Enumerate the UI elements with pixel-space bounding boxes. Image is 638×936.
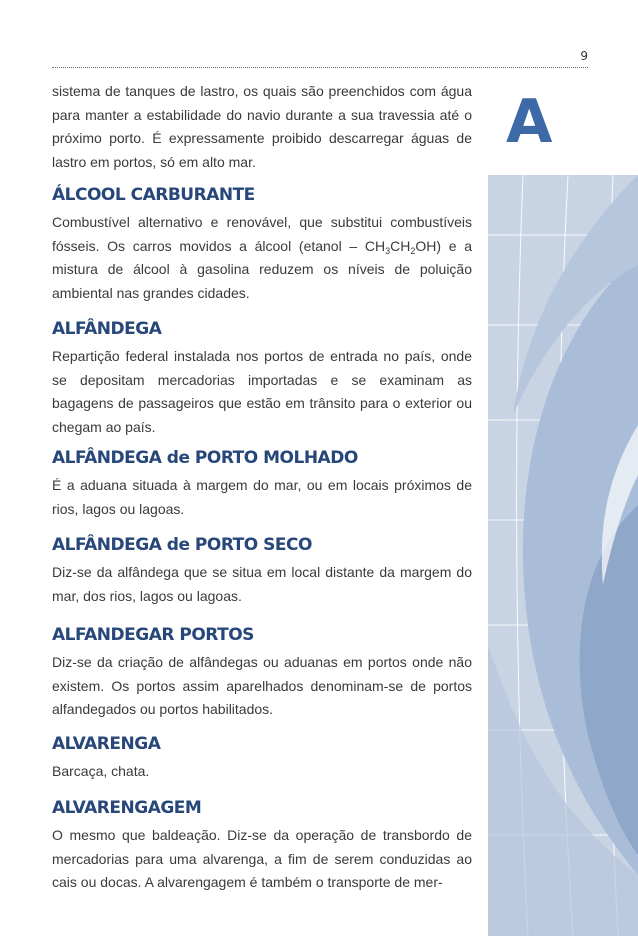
entry-alvarenga: [52, 734, 472, 784]
entry-body: Combustível alternativo e renovável, que substitui combustíveis fósseis. Os carros movidos a álcool (etanol – $CH_3CH_2OH$) e a mistura de álcool à gasolina reduzem os níveis de poluição ambiental nas grandes cidades.: [52, 214, 472, 301]
entry-body: Diz-se da criação de alfândegas ou aduanas em portos onde não existem. Os portos assim aparelhados denominam-se de portos alfandegados ou portos habilitados.: [52, 654, 472, 717]
header-dotted-rule: [52, 67, 588, 68]
globe-graphic: [488, 175, 638, 936]
entry-body: Repartição federal instalada nos portos de entrada no país, onde se depositam mercadorias importadas e se examinam as bagagens de passageiros que estão em trânsito para o exterior ou chegam ao país.: [52, 348, 472, 435]
entry-body: Diz-se da alfândega que se situa em local distante da margem do mar, dos rios, lagos ou lagoas.: [52, 564, 472, 604]
intro-paragraph: sistema de tanques de lastro, os quais são preenchidos com água para manter a estabilidade do navio durante a sua travessia até o próximo porto. É expressamente proibido descarregar águas de lastro em portos, só em alto mar.: [52, 83, 472, 170]
entry-alfandegar-portos: [52, 625, 472, 722]
entry-title: ALVARENGA: [52, 734, 161, 754]
entry-title: ALFANDEGAR PORTOS: [52, 625, 254, 645]
entry-alfandega-porto-molhado: [52, 448, 472, 521]
entry-alfandega: [52, 319, 472, 439]
decorative-globe-band: [488, 175, 638, 936]
entry-title: ALVARENGAGEM: [52, 798, 202, 818]
entry-alfandega-porto-seco: [52, 535, 472, 608]
entry-alvarengagem: [52, 798, 472, 895]
entry-title: ALFÂNDEGA de PORTO MOLHADO: [52, 448, 358, 468]
entry-body: O mesmo que baldeação. Diz-se da operação de transbordo de mercadorias para uma alvarenga, a fim de serem conduzidas ao cais ou docas. A alvarengagem é também o transporte de mer-: [52, 827, 472, 890]
page-number: 9: [580, 49, 588, 63]
entry-body: Barcaça, chata.: [52, 763, 150, 779]
intro-paragraph-block: [52, 80, 472, 174]
entry-body: É a aduana situada à margem do mar, ou em locais próximos de rios, lagos ou lagoas.: [52, 477, 472, 517]
section-letter: A: [506, 87, 552, 157]
entry-alcool-carburante: [52, 185, 472, 305]
entry-title: ALFÂNDEGA de PORTO SECO: [52, 535, 312, 555]
entry-title: ÁLCOOL CARBURANTE: [52, 185, 255, 205]
entry-title: ALFÂNDEGA: [52, 319, 162, 339]
